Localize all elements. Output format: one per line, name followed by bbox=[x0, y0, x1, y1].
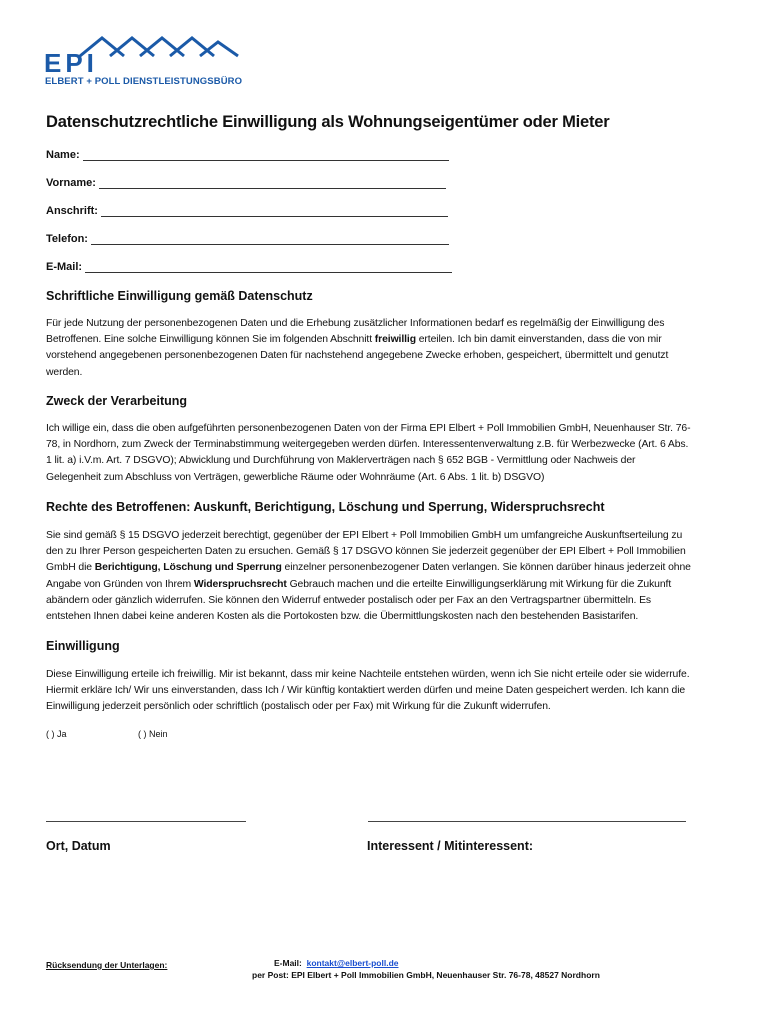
signature-line-interessent[interactable] bbox=[368, 821, 686, 822]
footer-post-address: per Post: EPI Elbert + Poll Immobilien GmbH, Neuenhauser Str. 76-78, 48527 Nordhorn bbox=[252, 970, 600, 980]
bold-freiwillig: freiwillig bbox=[374, 334, 416, 346]
email-line[interactable] bbox=[85, 261, 452, 273]
text-line: Hiermit erkläre Ich/ Wir uns einverstanden, dass Ich / Wir künftig kontaktiert werden dürfen und meine Daten gespeichert werden. Ich kann die bbox=[46, 685, 686, 697]
anschrift-label: Anschrift: bbox=[46, 205, 98, 217]
signature-line-place-date[interactable] bbox=[46, 821, 246, 822]
anschrift-field[interactable] bbox=[46, 205, 448, 217]
text-line: Diese Einwilligung erteile ich freiwillig. Mir ist bekannt, dass mir keine Nachteile entstehen würden, wenn ich Sie nicht erteile oder sie widerrufe. bbox=[46, 669, 690, 680]
telefon-label: Telefon: bbox=[46, 233, 88, 245]
text-line: Gelegenheit zum Abschluss von Verträgen, gewerbliche Räume oder Wohnräume (Art. 6 Abs. 1 lit. b) DSGVO) bbox=[46, 471, 545, 483]
text-line: 78, in Nordhorn, zum Zweck der Terminabstimmung weitergegeben werden dürfen. Interessentenverwaltung z.B. für Werbezwecke (Art. 6 Abs. bbox=[46, 439, 689, 451]
signature-label-interessent: Interessent / Mitinteressent: bbox=[367, 839, 534, 853]
name-label: Name: bbox=[46, 149, 80, 161]
logo-roofs-icon bbox=[44, 34, 244, 76]
telefon-field[interactable] bbox=[46, 233, 449, 245]
name-line[interactable] bbox=[83, 149, 449, 161]
section-heading-einwilligung: Einwilligung bbox=[46, 639, 120, 653]
text-line: den zu Ihrer Person gespeicherten Daten zu ersuchen. Gemäß § 17 DSGVO können Sie jederzeit gegenüber der EPI Elbert + Poll Immobilien bbox=[46, 546, 686, 558]
text-line: abändern oder gänzlich widerrufen. Sie können den Widerruf entweder postalisch oder per Fax an den Vertragspartner übermitteln. Es bbox=[46, 594, 652, 606]
text-line: werden. bbox=[46, 366, 83, 378]
text-line: 1 lit. a) i.V.m. Art. 7 DSGVO); Abwicklung und Durchführung von Maklerverträgen nach § 652 BGB - Vermittlung oder Nachweis der bbox=[46, 455, 636, 467]
vorname-line[interactable] bbox=[99, 177, 446, 189]
text-line: GmbH die Berichtigung, Löschung und Sperrung einzelner personenbezogener Daten verlangen. Sie können darüber hinaus jederzeit ohne bbox=[46, 562, 691, 574]
section-text-purpose bbox=[46, 421, 706, 486]
telefon-line[interactable] bbox=[91, 233, 449, 245]
email-field[interactable] bbox=[46, 261, 452, 273]
name-field[interactable] bbox=[46, 149, 449, 161]
bold-rights: Berichtigung, Löschung und Sperrung bbox=[94, 562, 282, 574]
vorname-label: Vorname: bbox=[46, 177, 96, 189]
text-line: Angabe von Gründen von Ihrem Widerspruchsrecht Gebrauch machen und die erteilte Einwilligungserklärung mit Wirkung für die Zukunft bbox=[46, 578, 672, 590]
section-text-consent bbox=[46, 316, 706, 381]
logo-letters: EPI bbox=[44, 48, 98, 76]
text-line: Betroffenen. Eine solche Einwilligung können Sie im folgenden Abschnitt freiwillig erteilen. Ich bin damit einverstanden, dass die von mir bbox=[46, 334, 662, 346]
section-text-rights bbox=[46, 528, 706, 625]
signature-label-place-date: Ort, Datum bbox=[46, 839, 111, 853]
text-line: Ich willige ein, dass die oben aufgeführten personenbezogenen Daten von der Firma EPI Elbert + Poll Immobilien GmbH, Neuenhauser Str. 76- bbox=[46, 423, 691, 434]
logo-subtitle: ELBERT + POLL DIENSTLEISTUNGSBÜRO bbox=[45, 76, 243, 87]
anschrift-line[interactable] bbox=[101, 205, 448, 217]
section-heading-purpose: Zweck der Verarbeitung bbox=[46, 394, 188, 408]
footer-email-link[interactable]: kontakt@elbert-poll.de bbox=[306, 958, 399, 968]
section-heading-consent: Schriftliche Einwilligung gemäß Datenschutz bbox=[46, 289, 313, 303]
vorname-field[interactable] bbox=[46, 177, 446, 189]
footer-email bbox=[274, 958, 399, 968]
bold-objection: Widerspruchsrecht bbox=[193, 578, 287, 590]
text-line: Einwilligung jederzeit persönlich oder schriftlich (postalisch oder per Fax) mit Wirkung für die Zukunft widerrufen. bbox=[46, 701, 551, 713]
section-text-einwilligung bbox=[46, 667, 706, 716]
company-logo bbox=[44, 34, 244, 88]
choice-nein[interactable]: ( ) Nein bbox=[138, 729, 168, 739]
email-label: E-Mail: bbox=[46, 261, 83, 273]
text-line: Sie sind gemäß § 15 DSGVO jederzeit berechtigt, gegenüber der EPI Elbert + Poll Immobilien GmbH um umfangreiche Auskunftserteilung zu bbox=[46, 530, 683, 541]
footer-return-label: Rücksendung der Unterlagen: bbox=[46, 960, 168, 970]
choice-ja[interactable]: ( ) Ja bbox=[46, 729, 67, 739]
text-line: entstehen Ihnen dabei keine anderen Kosten als die Portokosten bzw. die Übermittlungskosten nach den bestehenden Basistarifen. bbox=[46, 611, 639, 623]
document-title: Datenschutzrechtliche Einwilligung als Wohnungseigentümer oder Mieter bbox=[46, 113, 610, 131]
text-line: vorstehend angegebenen personenbezogenen Daten für nachstehend angegebene Zwecke erhoben, gespeichert, übermittelt und genutzt bbox=[46, 350, 669, 362]
footer-email-label: E-Mail: bbox=[274, 958, 302, 968]
section-heading-rights: Rechte des Betroffenen: Auskunft, Berichtigung, Löschung und Sperrung, Widerspruchsrecht bbox=[46, 500, 605, 514]
text-line: Für jede Nutzung der personenbezogenen Daten und die Erhebung zusätzlicher Informationen bedarf es regelmäßig der Einwilligung des bbox=[46, 318, 665, 329]
